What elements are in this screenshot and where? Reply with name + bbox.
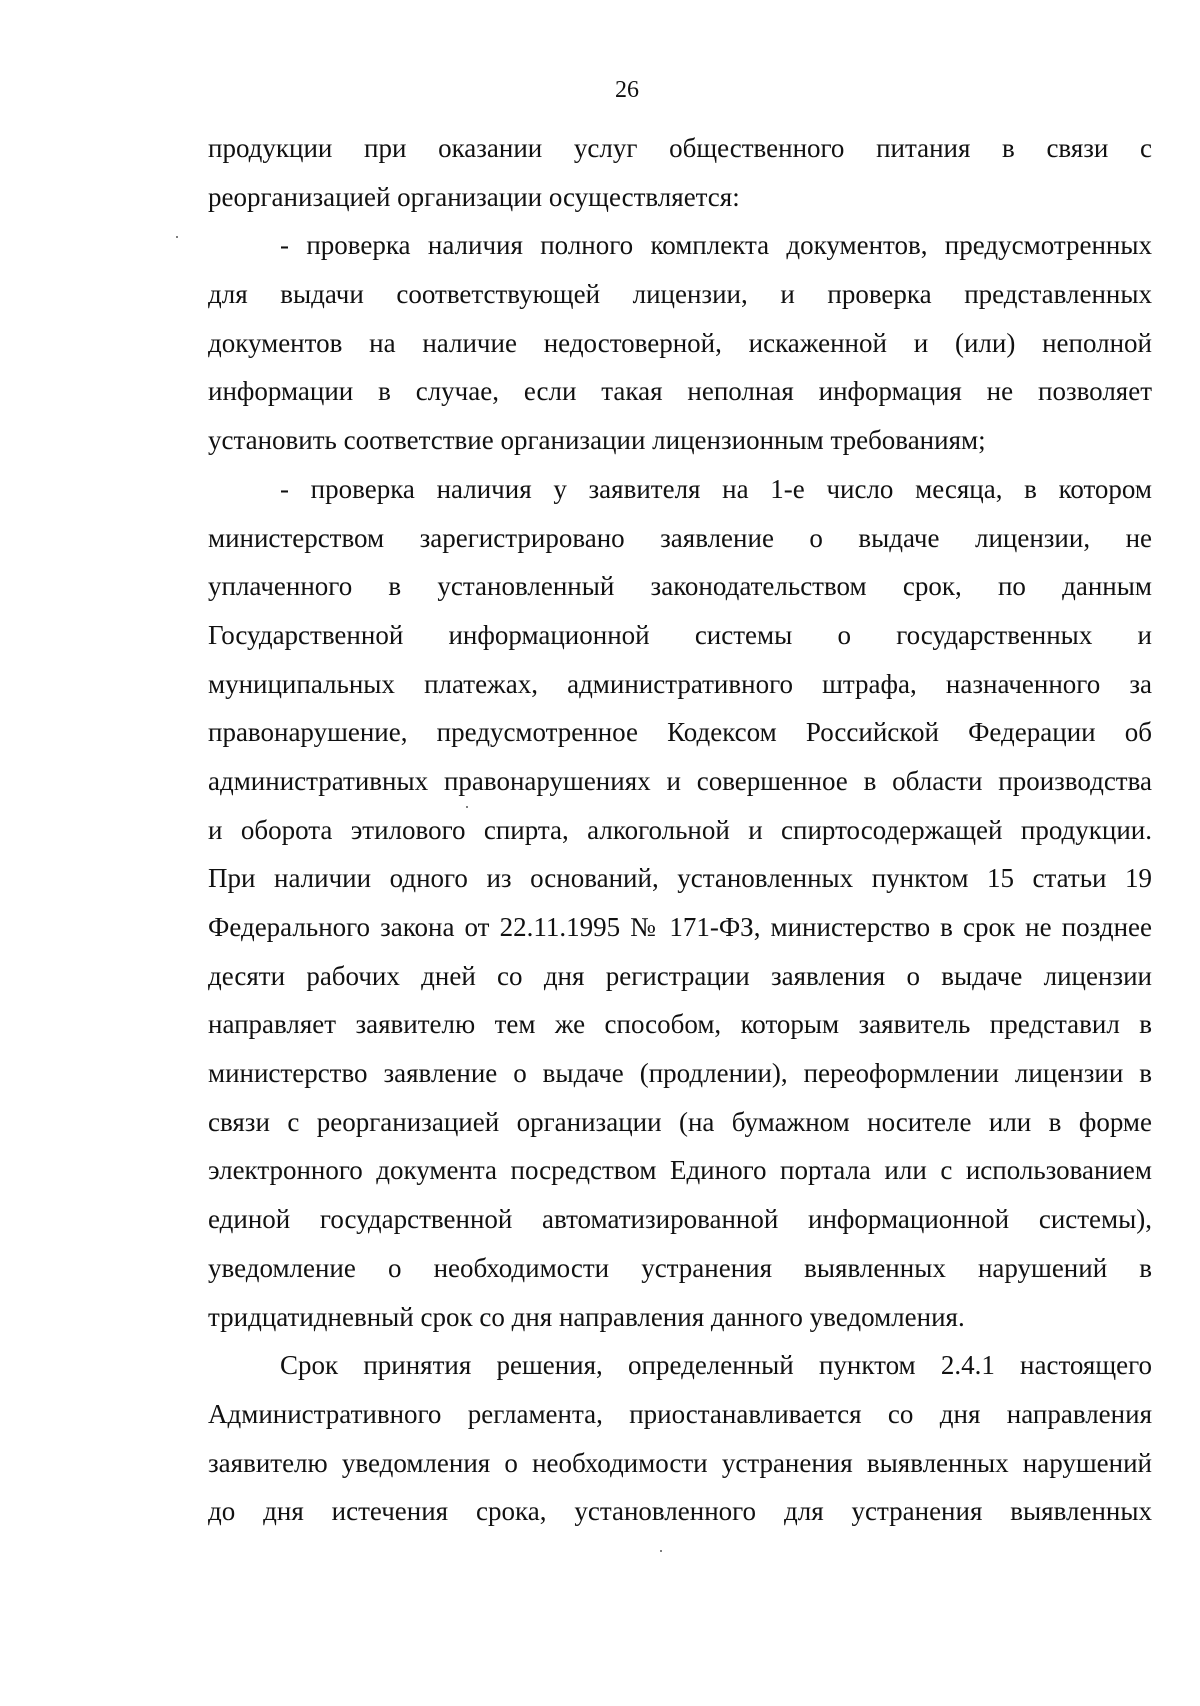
scan-speck [176, 236, 178, 238]
text-line: Административного регламента, приостанавливается со дня направления [208, 1398, 1152, 1429]
text-line: административных правонарушениях и совершенное в области производства [208, 765, 1152, 796]
text-line: заявителю уведомления о необходимости устранения выявленных нарушений [208, 1447, 1152, 1478]
text-line: - проверка наличия у заявителя на 1-е число месяца, в котором [280, 473, 1152, 504]
text-line: Государственной информационной системы о государственных и [208, 619, 1152, 650]
text-line: уплаченного в установленный законодательством срок, по данным [208, 571, 1152, 602]
text-line: министерство заявление о выдаче (продлении), переоформлении лицензии в [208, 1058, 1152, 1089]
document-text [208, 124, 1152, 1536]
text-line: правонарушение, предусмотренное Кодексом Российской Федерации об [208, 717, 1152, 748]
text-line: и оборота этилового спирта, алкогольной и спиртосодержащей продукции. [208, 814, 1152, 845]
text-line: единой государственной автоматизированной информационной системы), [208, 1204, 1152, 1235]
text-line: электронного документа посредством Единого портала или с использованием [208, 1155, 1152, 1186]
text-line: Федерального закона от 22.11.1995 № 171-ФЗ, министерство в срок не позднее [208, 912, 1152, 942]
text-line: для выдачи соответствующей лицензии, и проверка представленных [208, 279, 1152, 310]
text-line: связи с реорганизацией организации (на бумажном носителе или в форме [208, 1106, 1152, 1137]
scan-speck [466, 806, 468, 808]
text-line: продукции при оказании услуг общественного питания в связи с [208, 133, 1152, 163]
scan-speck [660, 1550, 662, 1552]
text-line: до дня истечения срока, установленного для устранения выявленных [208, 1496, 1152, 1527]
text-line: - проверка наличия полного комплекта документов, предусмотренных [280, 230, 1152, 261]
text-line: документов на наличие недостоверной, искаженной и (или) неполной [208, 327, 1152, 358]
text-line: направляет заявителю тем же способом, которым заявитель представил в [208, 1009, 1152, 1040]
text-line: муниципальных платежах, административного штрафа, назначенного за [208, 668, 1152, 699]
page-number: 26 [615, 77, 639, 103]
text-line: уведомление о необходимости устранения выявленных нарушений в [208, 1252, 1152, 1283]
text-line: десяти рабочих дней со дня регистрации заявления о выдаче лицензии [208, 960, 1152, 991]
text-line: информации в случае, если такая неполная информация не позволяет [208, 376, 1152, 407]
text-line: министерством зарегистрировано заявление о выдаче лицензии, не [208, 522, 1152, 553]
text-line: тридцатидневный срок со дня направления данного уведомления. [208, 1301, 965, 1332]
text-line: При наличии одного из оснований, установленных пунктом 15 статьи 19 [208, 863, 1152, 894]
text-line: Срок принятия решения, определенный пунктом 2.4.1 настоящего [280, 1350, 1152, 1381]
text-line: установить соответствие организации лицензионным требованиям; [208, 425, 986, 456]
text-line: реорганизацией организации осуществляется: [208, 181, 740, 212]
